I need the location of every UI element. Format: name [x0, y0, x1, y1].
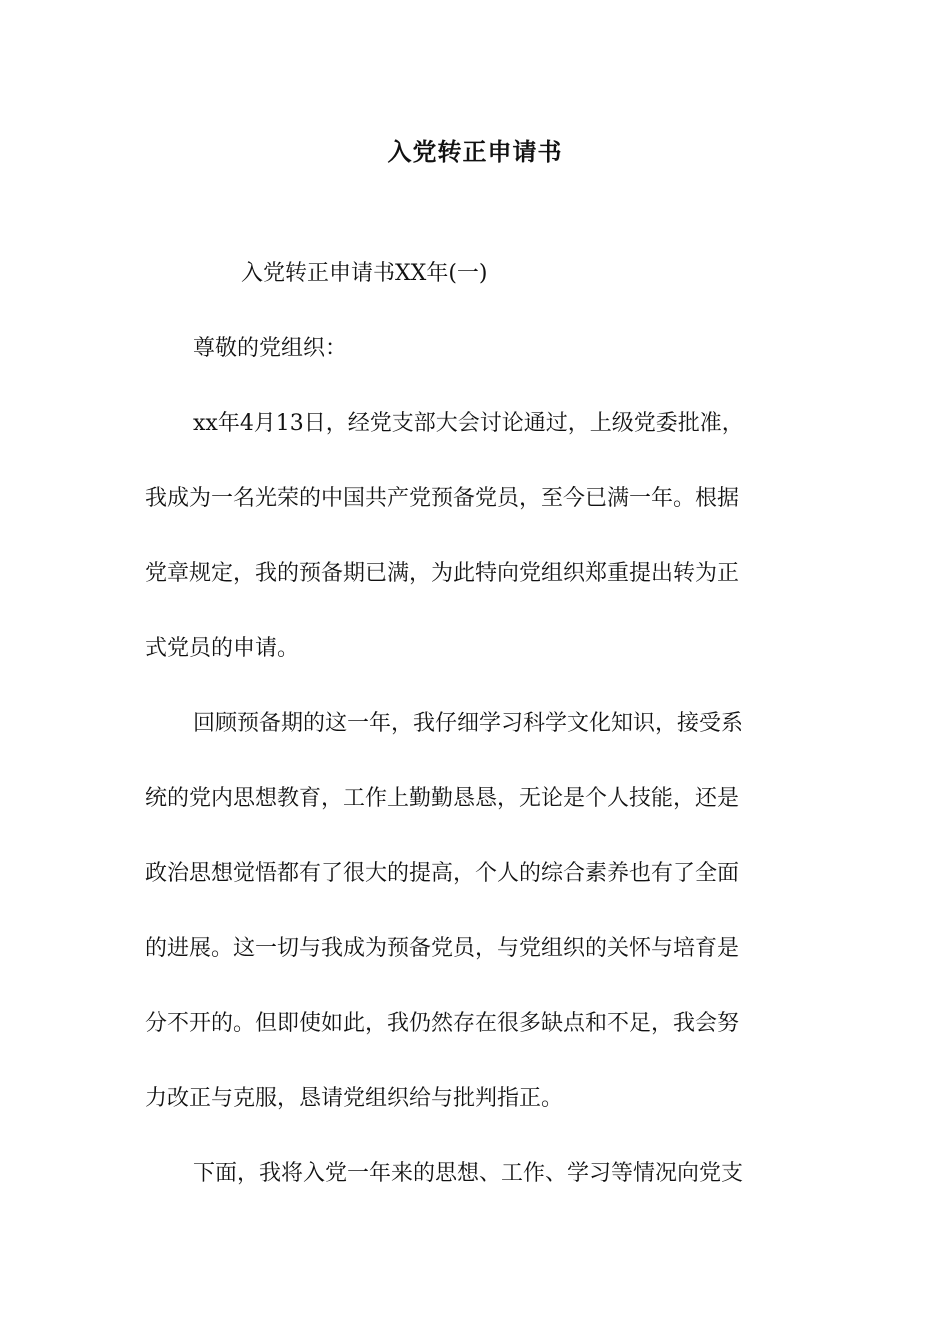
paragraph-2-line-2: 统的党内思想教育，工作上勤勤恳恳，无论是个人技能，还是 — [145, 786, 740, 811]
paragraph-2-line-1: 回顾预备期的这一年，我仔细学习科学文化知识，接受系 — [193, 711, 744, 736]
paragraph-1-line-4: 式党员的申请。 — [145, 636, 300, 661]
paragraph-2-line-6: 力改正与克服，恳请党组织给与批判指正。 — [145, 1086, 564, 1111]
paragraph-1-line-2: 我成为一名光荣的中国共产党预备党员，至今已满一年。根据 — [145, 486, 740, 511]
subtitle-line: 入党转正申请书XX年(一) — [241, 261, 488, 286]
paragraph-2-line-5: 分不开的。但即使如此，我仍然存在很多缺点和不足，我会努 — [145, 1011, 740, 1036]
salutation-line: 尊敬的党组织： — [193, 336, 348, 361]
paragraph-1-line-1: xx年4月13日，经党支部大会讨论通过，上级党委批准， — [193, 411, 744, 436]
paragraph-2-line-3: 政治思想觉悟都有了很大的提高，个人的综合素养也有了全面 — [145, 861, 740, 886]
paragraph-1-line-3: 党章规定，我的预备期已满，为此特向党组织郑重提出转为正 — [145, 561, 740, 586]
paragraph-2-line-4: 的进展。这一切与我成为预备党员，与党组织的关怀与培育是 — [145, 936, 740, 961]
document-title: 入党转正申请书 — [387, 138, 563, 166]
paragraph-3-line-1: 下面，我将入党一年来的思想、工作、学习等情况向党支 — [193, 1161, 744, 1186]
